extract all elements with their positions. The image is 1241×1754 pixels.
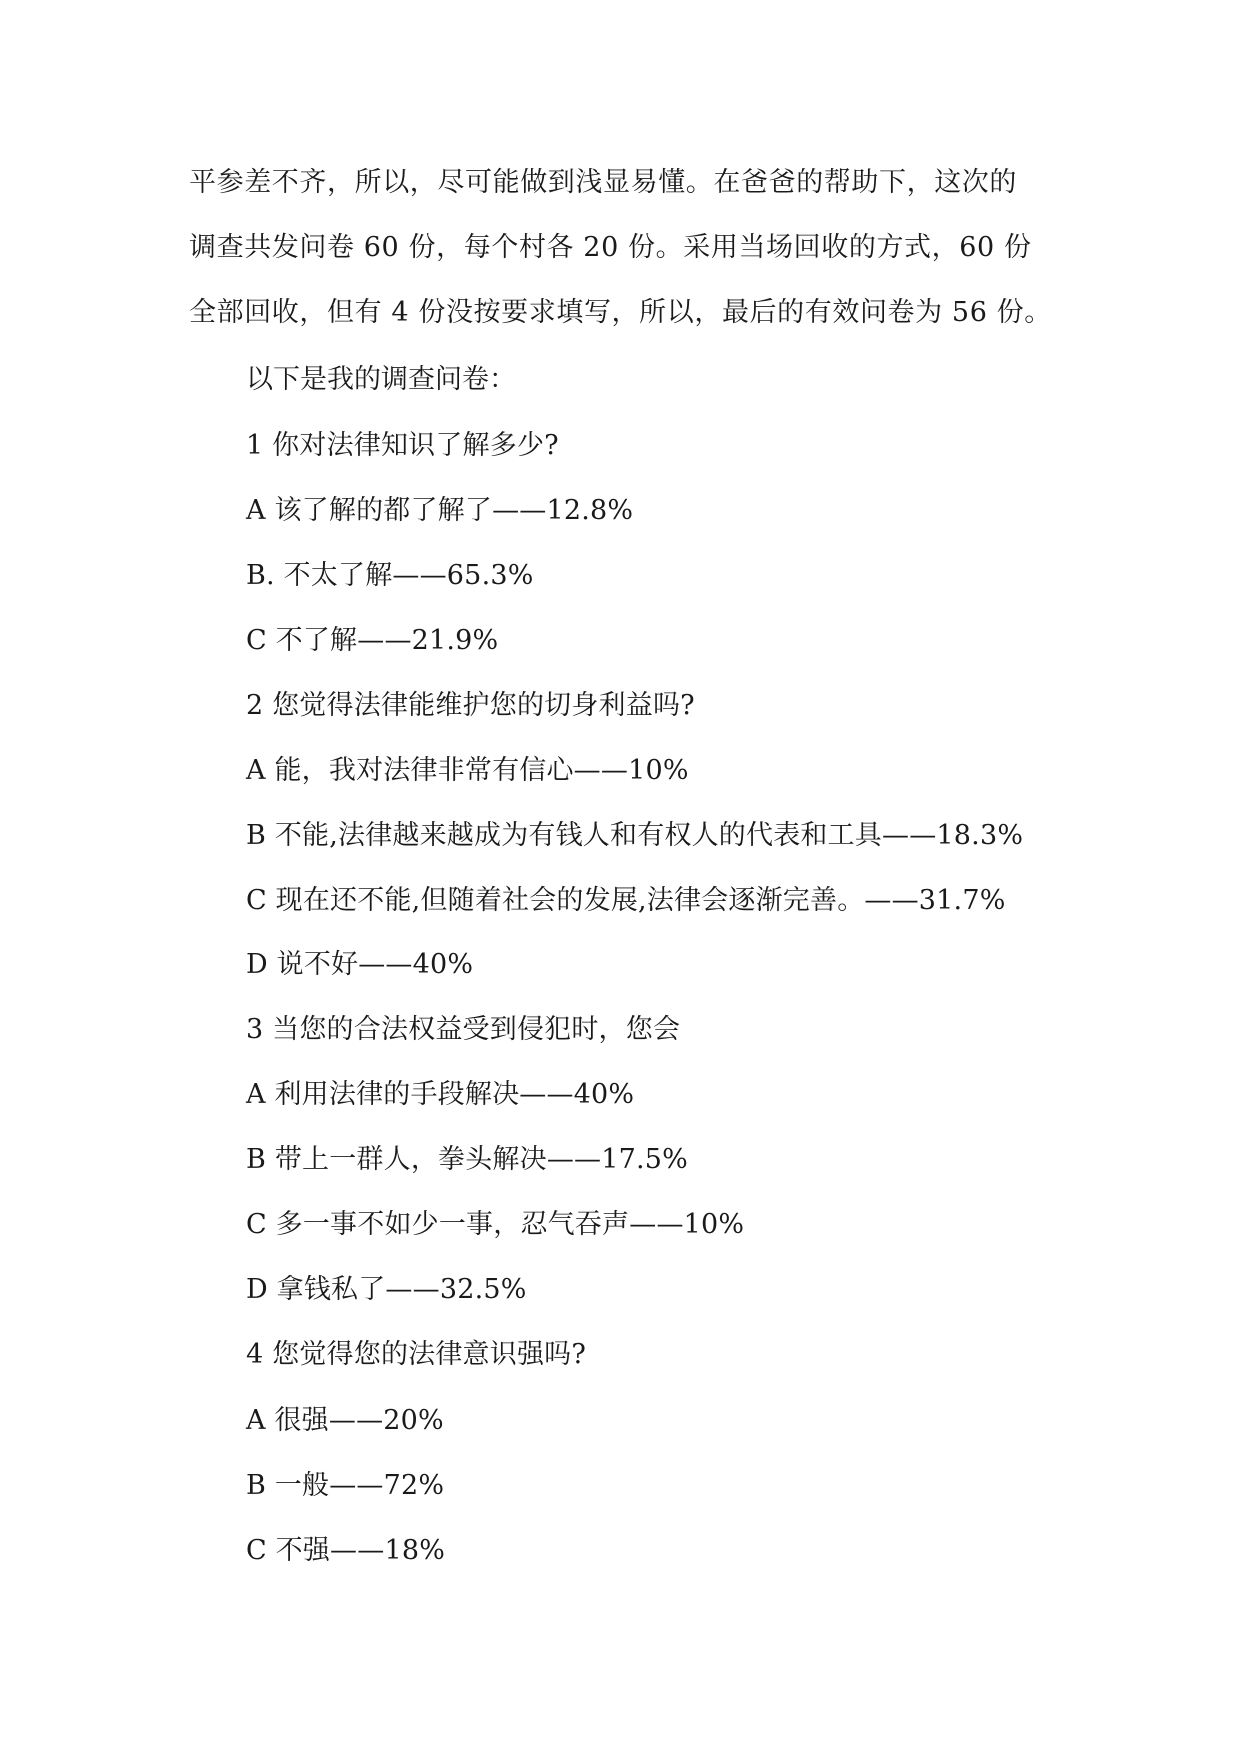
question-2-option-d: D 说不好——40% xyxy=(246,949,474,980)
question-1-option-b: B. 不太了解——65.3% xyxy=(246,560,534,591)
question-2-option-a: A 能，我对法律非常有信心——10% xyxy=(246,755,689,786)
question-1: 1 你对法律知识了解多少? xyxy=(246,430,559,461)
intro-paragraph-line-1: 平参差不齐，所以，尽可能做到浅显易懂。在爸爸的帮助下，这次的 xyxy=(189,167,1017,198)
question-2: 2 您觉得法律能维护您的切身利益吗? xyxy=(246,690,695,721)
question-3-option-b: B 带上一群人，拳头解决——17.5% xyxy=(246,1144,688,1175)
intro-paragraph-line-2: 调查共发问卷 60 份，每个村各 20 份。采用当场回收的方式，60 份 xyxy=(189,232,1032,263)
question-2-option-b: B 不能,法律越来越成为有钱人和有权人的代表和工具——18.3% xyxy=(246,820,1024,851)
question-4-option-c: C 不强——18% xyxy=(246,1535,446,1566)
question-1-option-c: C 不了解——21.9% xyxy=(246,625,499,656)
question-3-option-d: D 拿钱私了——32.5% xyxy=(246,1274,527,1305)
survey-heading: 以下是我的调查问卷： xyxy=(246,364,516,395)
question-3: 3 当您的合法权益受到侵犯时，您会 xyxy=(246,1014,681,1045)
question-3-option-c: C 多一事不如少一事，忍气吞声——10% xyxy=(246,1209,745,1240)
question-4: 4 您觉得您的法律意识强吗? xyxy=(246,1339,587,1370)
question-1-option-a: A 该了解的都了解了——12.8% xyxy=(246,495,634,526)
question-2-option-c: C 现在还不能,但随着社会的发展,法律会逐渐完善。——31.7% xyxy=(246,885,1006,916)
question-4-option-a: A 很强——20% xyxy=(246,1405,444,1436)
question-3-option-a: A 利用法律的手段解决——40% xyxy=(246,1079,635,1110)
question-4-option-b: B 一般——72% xyxy=(246,1470,445,1501)
intro-paragraph-line-3: 全部回收，但有 4 份没按要求填写，所以，最后的有效问卷为 56 份。 xyxy=(189,297,1052,328)
